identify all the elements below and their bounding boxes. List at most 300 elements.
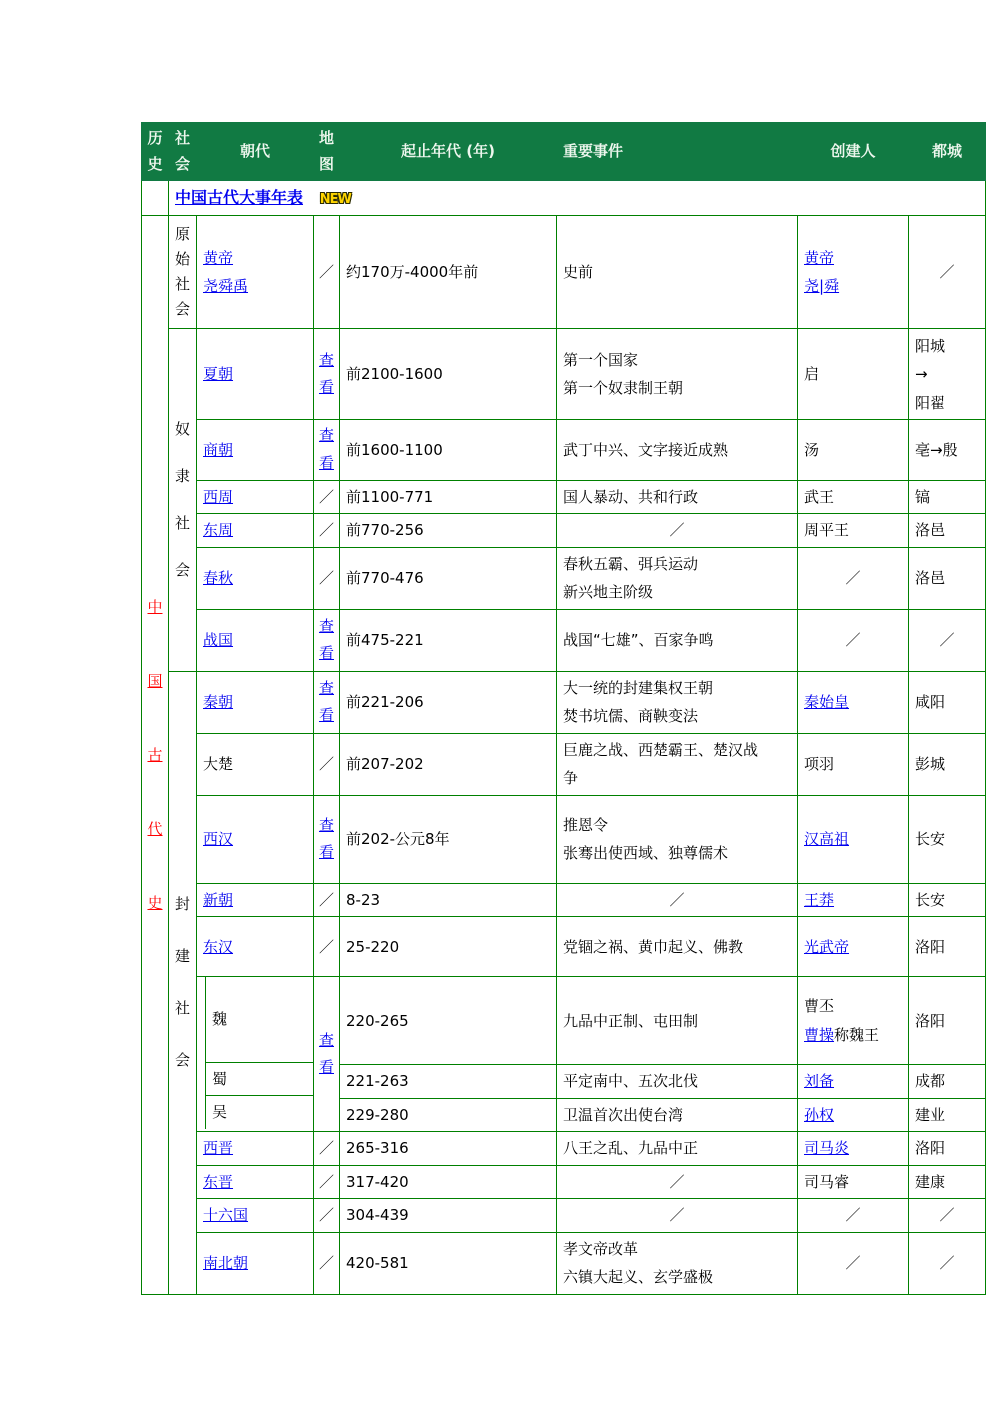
dynasty-link[interactable]: 新朝 xyxy=(203,890,234,909)
map-view-link[interactable]: 查看 xyxy=(318,1030,334,1077)
dynasty-cell xyxy=(197,977,314,1132)
founder-link[interactable]: 司马炎 xyxy=(804,1139,850,1158)
slash-placeholder: ／ xyxy=(318,1139,334,1158)
events-cell xyxy=(557,1232,798,1294)
map-cell xyxy=(314,216,340,329)
table-row xyxy=(142,1132,986,1166)
founder-label: 启 xyxy=(804,365,820,384)
slash-placeholder: ／ xyxy=(669,521,685,540)
table-row xyxy=(142,1199,986,1233)
slash-placeholder: ／ xyxy=(939,1254,955,1273)
dynasty-cell xyxy=(197,514,314,548)
table-row xyxy=(142,883,986,917)
founder-cell xyxy=(798,1065,909,1099)
event-line: 卫温首次出使台湾 xyxy=(563,1105,684,1124)
map-cell xyxy=(314,547,340,609)
years-cell xyxy=(340,671,557,733)
event-line: 六镇大起义、玄学盛极 xyxy=(563,1268,714,1287)
founder-link[interactable]: 孙权 xyxy=(804,1105,835,1124)
society-label: 会 xyxy=(174,300,190,319)
table-row xyxy=(142,977,986,1065)
capital-cell xyxy=(909,917,986,977)
capital-line: 长安 xyxy=(915,830,946,849)
slash-placeholder: ／ xyxy=(318,1172,334,1191)
events-cell xyxy=(557,609,798,671)
event-line: 第一个国家 xyxy=(563,350,639,369)
years-cell xyxy=(340,883,557,917)
years-cell xyxy=(340,1098,557,1132)
events-cell xyxy=(557,480,798,514)
timeline-table xyxy=(141,122,986,1295)
new-icon: NEW xyxy=(319,192,351,207)
society-label: 奴 xyxy=(174,420,190,439)
founder-link[interactable]: 秦始皇 xyxy=(804,693,850,712)
map-cell xyxy=(314,795,340,883)
dynasty-link[interactable]: 商朝 xyxy=(203,440,234,459)
page-title-link[interactable]: 中国古代大事年表 xyxy=(175,188,304,207)
map-cell xyxy=(314,1199,340,1233)
three-kingdoms-subtable xyxy=(197,977,313,1129)
slash-placeholder: ／ xyxy=(669,890,685,909)
founder-link[interactable]: 尧|舜 xyxy=(804,277,840,296)
events-cell xyxy=(557,1165,798,1199)
map-view-link[interactable]: 查看 xyxy=(318,616,334,663)
founder-cell xyxy=(798,1232,909,1294)
founder-label: 项羽 xyxy=(804,755,835,774)
dynasty-cell xyxy=(197,795,314,883)
slash-placeholder: ／ xyxy=(318,569,334,588)
era-char-link[interactable]: 古 xyxy=(147,745,163,764)
society-label: 社 xyxy=(174,999,190,1018)
years-value: 265-316 xyxy=(346,1139,409,1158)
society-cell xyxy=(169,216,197,329)
events-cell xyxy=(557,883,798,917)
founder-label: 称魏王 xyxy=(834,1025,880,1044)
table-row xyxy=(142,329,986,420)
dynasty-cell xyxy=(197,1232,314,1294)
dynasty-link[interactable]: 秦朝 xyxy=(203,693,234,712)
dynasty-link[interactable]: 黄帝 xyxy=(203,248,234,267)
map-cell xyxy=(314,420,340,481)
dynasty-cell xyxy=(197,733,314,795)
map-view-link[interactable]: 查看 xyxy=(318,426,334,473)
founder-label: 曹丕 xyxy=(804,997,835,1016)
founder-cell xyxy=(798,420,909,481)
map-cell xyxy=(314,671,340,733)
slash-placeholder: ／ xyxy=(845,569,861,588)
table-row xyxy=(142,1165,986,1199)
event-line: 平定南中、五次北伐 xyxy=(563,1072,699,1091)
years-cell xyxy=(340,547,557,609)
dynasty-cell xyxy=(206,977,314,1062)
founder-cell xyxy=(798,917,909,977)
table-row xyxy=(142,216,986,329)
founder-link[interactable]: 光武帝 xyxy=(804,937,850,956)
slash-placeholder: ／ xyxy=(318,487,334,506)
years-cell xyxy=(340,733,557,795)
years-value: 前221-206 xyxy=(346,693,424,712)
capital-line: 阳城 xyxy=(915,336,946,355)
dynasty-cell xyxy=(197,420,314,481)
slash-placeholder: ／ xyxy=(845,1254,861,1273)
founder-cell xyxy=(798,795,909,883)
capital-cell xyxy=(909,514,986,548)
era-char-link[interactable]: 国 xyxy=(147,671,163,690)
years-value: 前770-256 xyxy=(346,521,424,540)
years-value: 约170万-4000年前 xyxy=(346,263,479,282)
slash-placeholder: ／ xyxy=(318,755,334,774)
slash-placeholder: ／ xyxy=(939,631,955,650)
capital-cell xyxy=(909,1132,986,1166)
map-view-link[interactable]: 查看 xyxy=(318,815,334,862)
era-char-link[interactable]: 史 xyxy=(147,893,163,912)
table-row xyxy=(142,609,986,671)
founder-cell xyxy=(798,1199,909,1233)
founder-link[interactable]: 曹操 xyxy=(804,1025,835,1044)
years-cell xyxy=(340,329,557,420)
dynasty-cell xyxy=(197,917,314,977)
years-value: 前770-476 xyxy=(346,569,424,588)
society-cell xyxy=(169,329,197,672)
table-row xyxy=(142,795,986,883)
years-value: 317-420 xyxy=(346,1172,409,1191)
capital-line: 成都 xyxy=(915,1072,946,1091)
years-cell xyxy=(340,1165,557,1199)
era-char-link[interactable]: 中 xyxy=(147,597,163,616)
map-cell xyxy=(314,480,340,514)
dynasty-cell xyxy=(197,547,314,609)
dynasty-label: 蜀 xyxy=(212,1069,228,1088)
founder-label: 武王 xyxy=(804,487,835,506)
map-view-link[interactable]: 查看 xyxy=(318,678,334,725)
society-label: 隶 xyxy=(174,467,190,486)
slash-placeholder: ／ xyxy=(669,1172,685,1191)
founder-cell xyxy=(798,1132,909,1166)
capital-cell xyxy=(909,795,986,883)
capital-cell xyxy=(909,1065,986,1099)
table-row xyxy=(142,547,986,609)
capital-line: 洛阳 xyxy=(915,1139,946,1158)
col-header-years xyxy=(340,123,557,181)
years-cell xyxy=(340,1132,557,1166)
event-line: 八王之乱、九品中正 xyxy=(563,1139,699,1158)
dynasty-cell xyxy=(197,216,314,329)
capital-cell xyxy=(909,420,986,481)
dynasty-link[interactable]: 战国 xyxy=(203,631,234,650)
dynasty-cell xyxy=(197,1132,314,1166)
founder-label: 汤 xyxy=(804,440,820,459)
capital-line: → xyxy=(915,365,928,384)
events-cell xyxy=(557,1098,798,1132)
map-cell xyxy=(314,609,340,671)
dynasty-link[interactable]: 东周 xyxy=(203,521,234,540)
event-line: 武丁中兴、文字接近成熟 xyxy=(563,440,729,459)
slash-placeholder: ／ xyxy=(318,1254,334,1273)
era-char-link[interactable]: 代 xyxy=(147,819,163,838)
dynasty-label: 魏 xyxy=(212,1010,228,1029)
dynasty-link[interactable]: 东晋 xyxy=(203,1172,234,1191)
events-cell xyxy=(557,514,798,548)
society-label: 会 xyxy=(174,561,190,580)
years-value: 304-439 xyxy=(346,1206,409,1225)
map-cell xyxy=(314,1232,340,1294)
capital-cell xyxy=(909,733,986,795)
col-header-map xyxy=(314,123,340,181)
title-cell xyxy=(169,181,986,216)
events-cell xyxy=(557,1132,798,1166)
years-value: 前1600-1100 xyxy=(346,440,443,459)
capital-cell xyxy=(909,1165,986,1199)
founder-cell xyxy=(798,329,909,420)
slash-placeholder: ／ xyxy=(318,890,334,909)
table-row xyxy=(142,733,986,795)
event-line: 大一统的封建集权王朝 xyxy=(563,678,714,697)
dynasty-cell xyxy=(197,329,314,420)
years-cell xyxy=(340,609,557,671)
header-label: 社会 xyxy=(174,129,190,173)
events-cell xyxy=(557,1065,798,1099)
years-value: 前202-公元8年 xyxy=(346,830,450,849)
founder-cell xyxy=(798,1098,909,1132)
capital-line: 长安 xyxy=(915,890,946,909)
dynasty-link[interactable]: 十六国 xyxy=(203,1206,249,1225)
event-line: 新兴地主阶级 xyxy=(563,583,654,602)
dynasty-cell xyxy=(197,480,314,514)
map-view-link[interactable]: 查看 xyxy=(318,350,334,397)
society-label: 原 xyxy=(174,225,190,244)
dynasty-link[interactable]: 西晋 xyxy=(203,1139,234,1158)
event-line: 争 xyxy=(563,769,579,788)
table-row xyxy=(142,420,986,481)
founder-link[interactable]: 刘备 xyxy=(804,1072,835,1091)
slash-placeholder: ／ xyxy=(845,631,861,650)
col-header-capital xyxy=(909,123,986,181)
years-cell xyxy=(340,514,557,548)
founder-cell xyxy=(798,609,909,671)
dynasty-link[interactable]: 西汉 xyxy=(203,830,234,849)
years-value: 229-280 xyxy=(346,1105,409,1124)
society-label: 社 xyxy=(174,275,190,294)
header-label: 朝代 xyxy=(239,141,270,160)
map-cell xyxy=(314,977,340,1132)
capital-line: 建康 xyxy=(915,1172,946,1191)
dynasty-link[interactable]: 西周 xyxy=(203,487,234,506)
founder-link[interactable]: 汉高祖 xyxy=(804,830,850,849)
founder-cell xyxy=(798,514,909,548)
founder-cell xyxy=(798,547,909,609)
founder-cell xyxy=(798,733,909,795)
years-cell xyxy=(340,1232,557,1294)
years-value: 25-220 xyxy=(346,937,400,956)
capital-line: 彭城 xyxy=(915,755,946,774)
table-row xyxy=(197,1062,313,1096)
dynasty-label: 大楚 xyxy=(203,755,234,774)
slash-placeholder: ／ xyxy=(939,263,955,282)
col-header-events xyxy=(557,123,798,181)
capital-cell xyxy=(909,547,986,609)
capital-line: 亳→殷 xyxy=(915,440,958,459)
event-line: 焚书坑儒、商鞅变法 xyxy=(563,707,699,726)
capital-line: 阳翟 xyxy=(915,393,946,412)
years-value: 8-23 xyxy=(346,890,381,909)
col-header-founder xyxy=(798,123,909,181)
events-cell xyxy=(557,733,798,795)
dynasty-cell xyxy=(197,1199,314,1233)
map-cell xyxy=(314,514,340,548)
events-cell xyxy=(557,671,798,733)
years-cell xyxy=(340,917,557,977)
founder-label: 司马睿 xyxy=(804,1172,850,1191)
founder-cell xyxy=(798,671,909,733)
header-row xyxy=(142,123,986,181)
capital-line: 镐 xyxy=(915,487,931,506)
capital-cell xyxy=(909,1098,986,1132)
founder-cell xyxy=(798,977,909,1065)
event-line: 巨鹿之战、西楚霸王、楚汉战 xyxy=(563,740,759,759)
capital-cell xyxy=(909,216,986,329)
header-label: 历史 xyxy=(147,129,163,173)
years-cell xyxy=(340,420,557,481)
years-cell xyxy=(340,1199,557,1233)
founder-cell xyxy=(798,883,909,917)
dynasty-cell xyxy=(197,883,314,917)
events-cell xyxy=(557,977,798,1065)
table-row xyxy=(142,671,986,733)
event-line: 史前 xyxy=(563,263,594,282)
event-line: 推恩令 xyxy=(563,815,609,834)
capital-line: 洛邑 xyxy=(915,521,946,540)
slash-placeholder: ／ xyxy=(939,1206,955,1225)
event-line: 国人暴动、共和行政 xyxy=(563,487,699,506)
society-label: 始 xyxy=(174,250,190,269)
dynasty-link[interactable]: 夏朝 xyxy=(203,365,234,384)
years-cell xyxy=(340,480,557,514)
table-row xyxy=(142,917,986,977)
map-cell xyxy=(314,883,340,917)
event-line: 九品中正制、屯田制 xyxy=(563,1011,699,1030)
slash-placeholder: ／ xyxy=(669,1206,685,1225)
col-header-dynasty xyxy=(197,123,314,181)
capital-line: 洛邑 xyxy=(915,569,946,588)
header-label: 都城 xyxy=(931,141,962,160)
years-cell xyxy=(340,977,557,1065)
society-cell xyxy=(169,671,197,1294)
years-value: 前2100-1600 xyxy=(346,365,443,384)
dynasty-cell xyxy=(197,609,314,671)
capital-cell xyxy=(909,883,986,917)
years-value: 前207-202 xyxy=(346,755,424,774)
founder-link[interactable]: 王莽 xyxy=(804,890,835,909)
dynasty-link[interactable]: 春秋 xyxy=(203,569,234,588)
capital-line: 洛阳 xyxy=(915,937,946,956)
title-row xyxy=(142,181,986,216)
events-cell xyxy=(557,795,798,883)
capital-line: 咸阳 xyxy=(915,693,946,712)
capital-cell xyxy=(909,480,986,514)
capital-line: 建业 xyxy=(915,1105,946,1124)
map-cell xyxy=(314,1132,340,1166)
capital-cell xyxy=(909,1232,986,1294)
years-value: 220-265 xyxy=(346,1011,409,1030)
years-value: 221-263 xyxy=(346,1072,409,1091)
indent-spacer xyxy=(197,977,206,1129)
founder-label: 周平王 xyxy=(804,521,850,540)
society-label: 会 xyxy=(174,1051,190,1070)
years-cell xyxy=(340,1065,557,1099)
history-era-cell xyxy=(142,216,169,1295)
dynasty-cell xyxy=(206,1096,314,1129)
events-cell xyxy=(557,420,798,481)
dynasty-link[interactable]: 南北朝 xyxy=(203,1254,249,1273)
event-line: 孝文帝改革 xyxy=(563,1239,639,1258)
years-cell xyxy=(340,795,557,883)
event-line: 张骞出使西域、独尊儒术 xyxy=(563,844,729,863)
founder-cell xyxy=(798,216,909,329)
table-row xyxy=(197,977,313,1062)
capital-cell xyxy=(909,671,986,733)
slash-placeholder: ／ xyxy=(845,1206,861,1225)
events-cell xyxy=(557,547,798,609)
years-value: 420-581 xyxy=(346,1254,409,1273)
map-cell xyxy=(314,733,340,795)
founder-link[interactable]: 黄帝 xyxy=(804,248,835,267)
years-value: 前475-221 xyxy=(346,631,424,650)
slash-placeholder: ／ xyxy=(318,937,334,956)
dynasty-label: 吴 xyxy=(212,1103,228,1122)
slash-placeholder: ／ xyxy=(318,263,334,282)
table-row xyxy=(197,1096,313,1129)
events-cell xyxy=(557,216,798,329)
years-value: 前1100-771 xyxy=(346,487,434,506)
capital-line: 洛阳 xyxy=(915,1011,946,1030)
event-line: 战国“七雄”、百家争鸣 xyxy=(563,631,714,650)
event-line: 第一个奴隶制王朝 xyxy=(563,379,684,398)
table-row xyxy=(142,514,986,548)
col-header-history xyxy=(142,123,169,181)
slash-placeholder: ／ xyxy=(318,1206,334,1225)
map-cell xyxy=(314,1165,340,1199)
header-label: 起止年代 (年) xyxy=(401,141,495,160)
table-row xyxy=(142,1232,986,1294)
event-line: 党锢之祸、黄巾起义、佛教 xyxy=(563,937,744,956)
map-cell xyxy=(314,329,340,420)
events-cell xyxy=(557,329,798,420)
events-cell xyxy=(557,1199,798,1233)
map-cell xyxy=(314,917,340,977)
capital-cell xyxy=(909,609,986,671)
slash-placeholder: ／ xyxy=(318,521,334,540)
capital-cell xyxy=(909,977,986,1065)
header-label: 创建人 xyxy=(830,141,876,160)
blank-cell xyxy=(142,181,169,216)
header-label: 重要事件 xyxy=(563,141,624,160)
dynasty-cell xyxy=(197,671,314,733)
dynasty-cell xyxy=(197,1165,314,1199)
dynasty-cell xyxy=(206,1062,314,1096)
society-label: 社 xyxy=(174,514,190,533)
timeline-page xyxy=(141,122,986,1295)
society-label: 建 xyxy=(174,947,190,966)
capital-cell xyxy=(909,329,986,420)
society-label: 封 xyxy=(174,895,190,914)
event-line: 春秋五霸、弭兵运动 xyxy=(563,554,699,573)
founder-cell xyxy=(798,480,909,514)
dynasty-link[interactable]: 尧舜禹 xyxy=(203,277,249,296)
capital-cell xyxy=(909,1199,986,1233)
dynasty-link[interactable]: 东汉 xyxy=(203,937,234,956)
years-cell xyxy=(340,216,557,329)
header-label: 地图 xyxy=(318,129,334,173)
